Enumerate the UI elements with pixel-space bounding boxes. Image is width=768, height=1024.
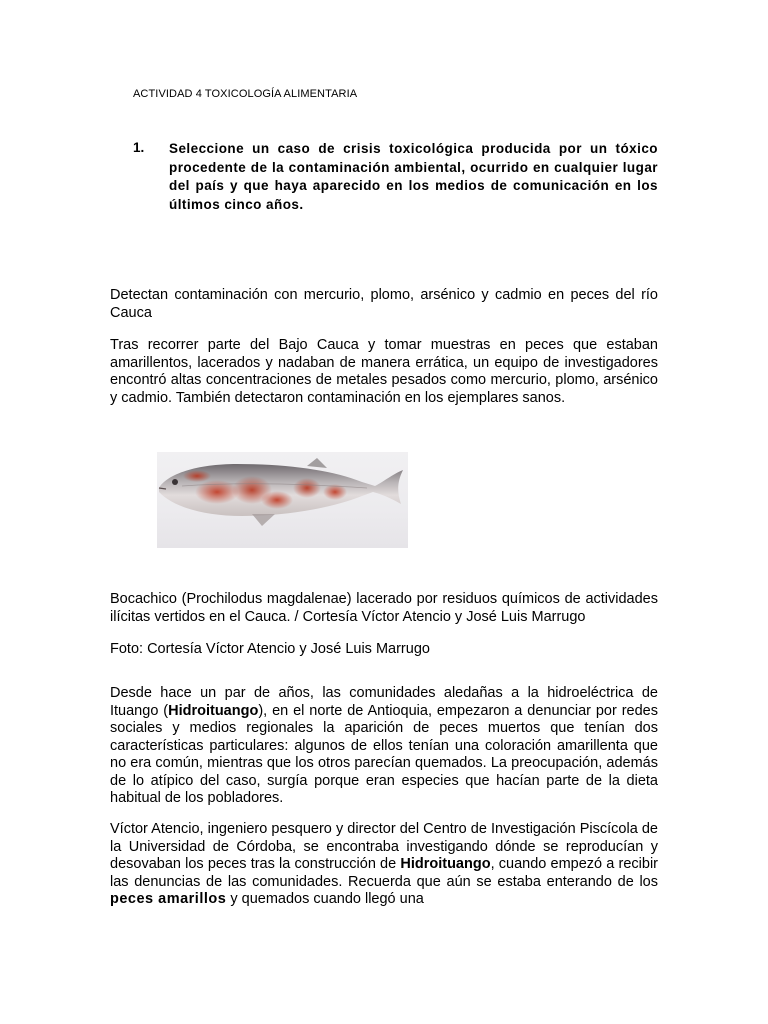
fish-photo xyxy=(157,452,408,548)
article-paragraph-2 xyxy=(110,685,658,808)
photo-credit: Foto: Cortesía Víctor Atencio y José Luis Marrugo xyxy=(110,641,430,657)
fish-icon xyxy=(157,452,408,548)
article-paragraph-3 xyxy=(110,821,658,909)
document-title: ACTIVIDAD 4 TOXICOLOGÍA ALIMENTARIA xyxy=(133,88,358,100)
hidroituango-bold-2: Hidroituango xyxy=(400,856,491,872)
paragraph-3-text-3: y quemados cuando llegó una xyxy=(226,891,424,907)
paragraph-2-text-start: Desde hace un par de años, las comunidades aledañas a la hidroeléctrica de Ituango ( xyxy=(110,685,658,719)
question-text: Seleccione un caso de crisis toxicológica producida por un tóxico procedente de la contaminación ambiental, ocurrido en cualquier lugar del país y que haya aparecido en los medios de comunicación en los últimos cinco años. xyxy=(169,141,658,212)
paragraph-3-text-2: , cuando empezó a recibir las denuncias de las comunidades. Recuerda que aún se estaba enterando de los xyxy=(110,856,658,890)
question-number: 1. xyxy=(133,140,145,155)
peces-amarillos-bold: peces amarillos xyxy=(110,891,227,907)
paragraph-2-text-end: ), en el norte de Antioquia, empezaron a denunciar por redes sociales y medios regionales la aparición de peces muertos que tenían dos características particulares: algunos de ellos tenían una coloración amarillenta que no era común, mientras que los otros parecían quemados. La preocupación, además de lo atípico del caso, surgía porque eran especies que hacían parte de la dieta habitual de los pobladores. xyxy=(110,702,658,806)
paragraph-3-text-1: Víctor Atencio, ingeniero pesquero y director del Centro de Investigación Piscícola de la Universidad de Córdoba, se encontraba investigando dónde se reproducían y desovaban los peces tras la construcción de xyxy=(110,821,658,872)
article-paragraph-1: Tras recorrer parte del Bajo Cauca y tomar muestras en peces que estaban amarillentos, lacerados y nadaban de manera errática, un equipo de investigadores encontró altas concentraciones de metales pesados como mercurio, plomo, arsénico y cadmio. También detectaron contaminación en los ejemplares sanos. xyxy=(110,337,658,406)
hidroituango-bold: Hidroituango xyxy=(168,702,259,719)
article-headline: Detectan contaminación con mercurio, plomo, arsénico y cadmio en peces del río Cauca xyxy=(110,287,658,321)
image-caption: Bocachico (Prochilodus magdalenae) lacerado por residuos químicos de actividades ilícitas vertidos en el Cauca. / Cortesía Víctor Atencio y José Luis Marrugo xyxy=(110,591,658,625)
